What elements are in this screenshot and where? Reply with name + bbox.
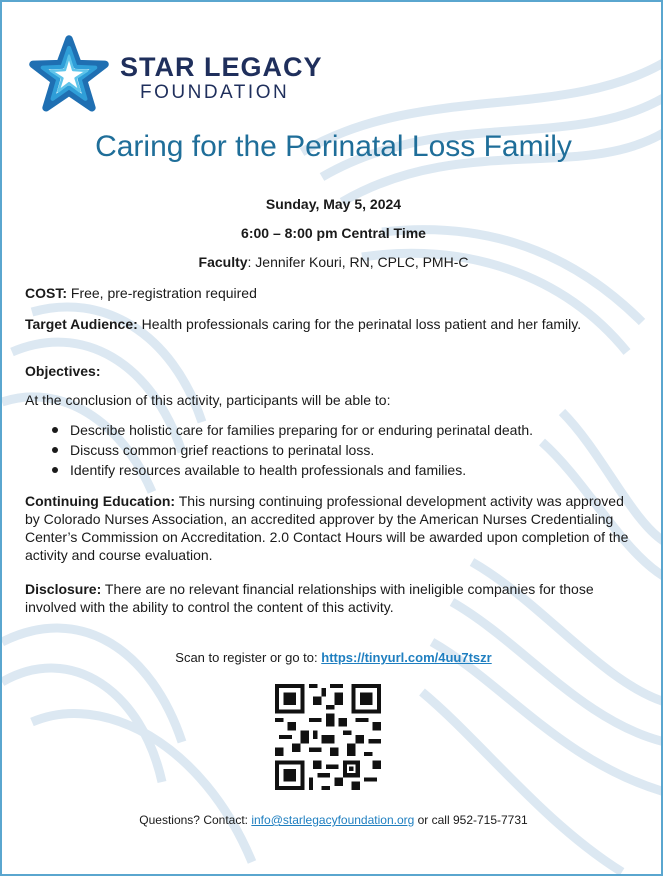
brand-name: STAR LEGACY <box>120 52 323 82</box>
continuing-education-block <box>25 492 640 564</box>
contact-line <box>2 813 663 827</box>
faculty-label: Faculty <box>198 254 248 270</box>
disclosure-block <box>25 580 640 616</box>
register-text: Scan to register or go to: <box>175 650 322 665</box>
qr-code[interactable] <box>275 684 381 790</box>
event-title: Caring for the Perinatal Loss Family <box>95 130 572 163</box>
event-time: 6:00 – 8:00 pm Central Time <box>241 225 426 241</box>
contact-suffix: or call 952-715-7731 <box>414 813 528 827</box>
disclosure-value: There are no relevant financial relationships with ineligible companies for those involved with the ability to control the content of this activity. <box>25 581 594 615</box>
objective-text: Describe holistic care for families preparing for or enduring perinatal death. <box>70 422 534 438</box>
disclosure-label: Disclosure: <box>25 581 102 597</box>
audience-block <box>25 315 640 333</box>
list-item <box>52 440 642 460</box>
flyer-content <box>2 2 663 876</box>
ce-value: This nursing continuing professional development activity was approved by Colorado Nurses Association, an accredited approver by the American Nurses Credentialing Center’s Commission on Accreditation. 2.0 Contact Hours will be awarded upon completion of the activity and course evaluation. <box>25 493 629 563</box>
cost-label: COST: <box>25 285 67 301</box>
contact-email-link[interactable]: info@starlegacyfoundation.org <box>251 813 415 827</box>
brand-subtitle: FOUNDATION <box>140 82 290 103</box>
bullet-icon <box>52 467 58 473</box>
faculty-line <box>2 254 663 270</box>
event-date: Sunday, May 5, 2024 <box>265 196 402 212</box>
faculty-value: : Jennifer Kouri, RN, CPLC, PMH-C <box>247 254 469 270</box>
objectives-intro: At the conclusion of this activity, participants will be able to: <box>25 392 391 408</box>
objectives-heading: Objectives: <box>25 363 101 379</box>
objectives-list <box>52 420 642 480</box>
bullet-icon <box>52 427 58 433</box>
cost-value: Free, pre-registration required <box>67 285 257 301</box>
list-item <box>52 420 642 440</box>
audience-value: Health professionals caring for the perinatal loss patient and her family. <box>137 316 582 332</box>
register-line <box>2 650 663 665</box>
bullet-icon <box>52 447 58 453</box>
contact-prefix: Questions? Contact: <box>139 813 252 827</box>
audience-label: Target Audience: <box>25 316 138 332</box>
cost-line <box>25 284 640 302</box>
ce-label: Continuing Education: <box>25 493 176 509</box>
objective-text: Discuss common grief reactions to perinatal loss. <box>70 442 375 458</box>
list-item <box>52 460 642 480</box>
objective-text: Identify resources available to health professionals and families. <box>70 462 467 478</box>
star-logo-icon <box>28 34 110 116</box>
register-link[interactable]: https://tinyurl.com/4uu7tszr <box>321 650 492 665</box>
